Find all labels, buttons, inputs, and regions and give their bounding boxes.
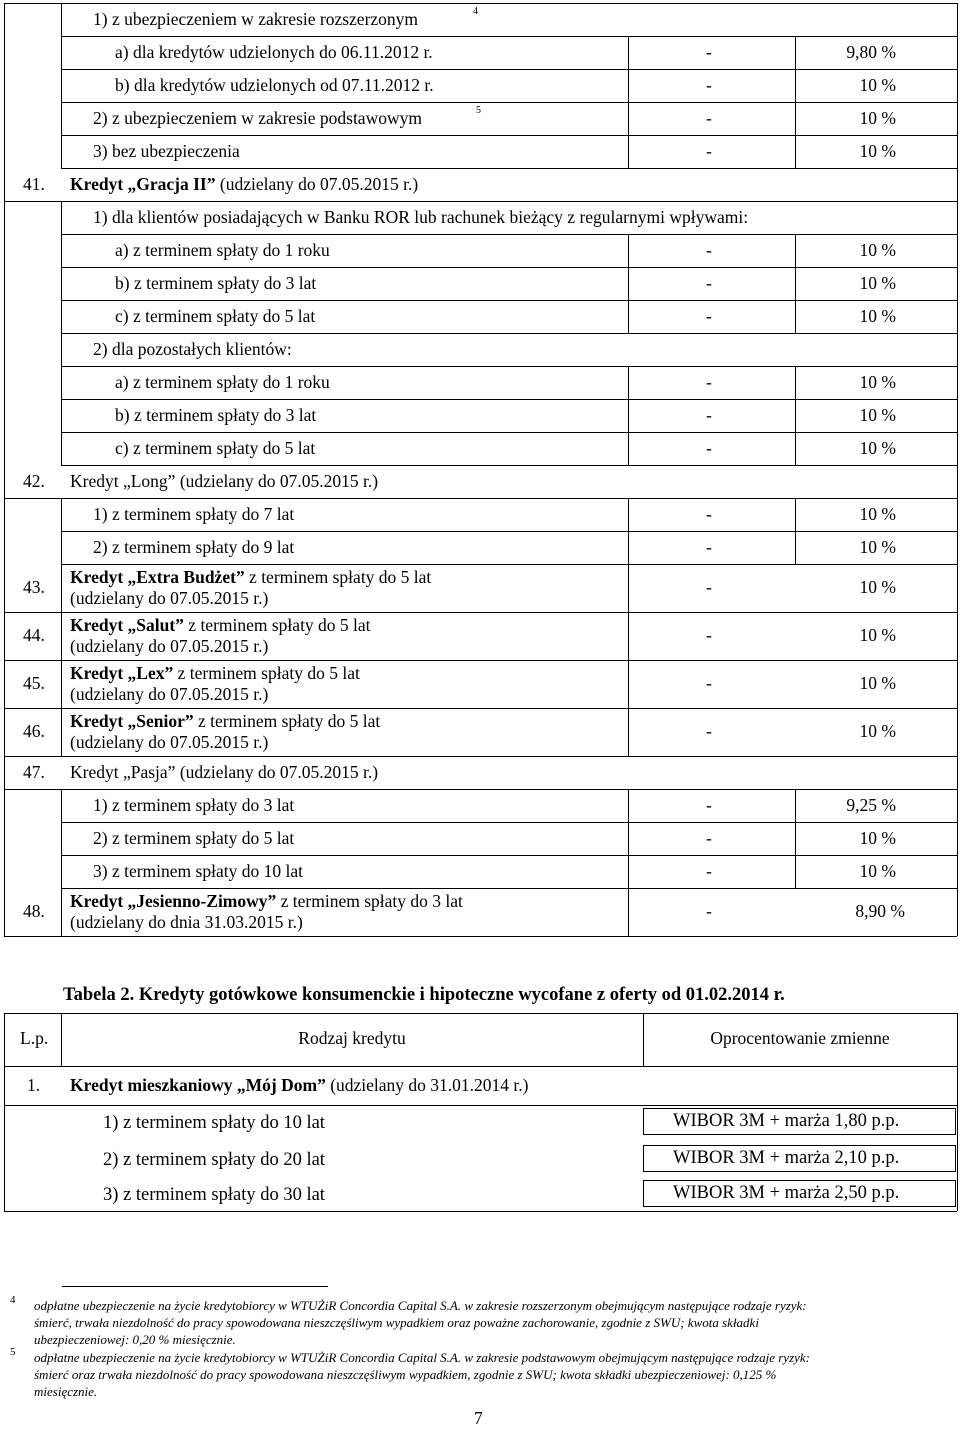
dash: - — [706, 305, 712, 326]
rule — [628, 234, 629, 267]
rule — [61, 3, 62, 36]
rule — [61, 888, 957, 889]
loan-validity: (udzielany do 07.05.2015 r.) — [70, 636, 269, 656]
rule — [61, 36, 62, 69]
page-number: 7 — [474, 1408, 483, 1428]
rule — [795, 366, 796, 399]
header-rate: Oprocentowanie zmienne — [710, 1028, 890, 1048]
rule — [628, 300, 629, 333]
rule — [61, 660, 62, 708]
row-label: b) z terminem spłaty do 3 lat — [115, 272, 317, 293]
rule — [61, 432, 62, 465]
loan-name: Kredyt „Jesienno-Zimowy” — [70, 891, 277, 911]
rule — [61, 888, 62, 936]
rule — [628, 789, 629, 822]
rule — [61, 366, 62, 399]
loan-name: Kredyt „Extra Budżet” — [70, 567, 245, 587]
rule — [61, 564, 62, 612]
rate-value: 8,90 % — [855, 901, 905, 921]
row-label: 3) z terminem spłaty do 10 lat — [93, 860, 303, 881]
rate-value: 10 % — [859, 74, 896, 95]
loan-detail: (udzielany do 31.01.2014 r.) — [325, 1075, 529, 1095]
footnote-text: śmierć oraz trwała niezdolność do pracy spowodowana nieszczęśliwym wypadkiem, zgodnie z SWU; kwota składki ubezpieczeniowej: 0,125 % — [34, 1367, 777, 1382]
loan-validity: (udzielany do 07.05.2015 r.) — [70, 588, 269, 608]
footnote-number: 5 — [10, 1346, 16, 1358]
row-number: 48. — [23, 901, 45, 921]
row-number: 45. — [23, 673, 45, 693]
loan-detail: z terminem spłaty do 5 lat — [193, 711, 381, 731]
rule — [628, 267, 629, 300]
rate-value: 10 % — [859, 437, 896, 458]
rate-value: WIBOR 3M + marża 2,10 p.p. — [673, 1148, 900, 1168]
loan-name: Kredyt „Lex” — [70, 663, 174, 683]
rate-value: 10 % — [859, 107, 896, 128]
rule — [628, 432, 629, 465]
rule — [4, 201, 957, 202]
rate-value: 10 % — [859, 503, 896, 524]
dash: - — [706, 239, 712, 260]
rate-value: 10 % — [859, 721, 896, 741]
rule — [61, 300, 957, 301]
dash: - — [706, 577, 712, 597]
rule — [795, 102, 796, 135]
rule — [61, 498, 62, 531]
rule — [628, 564, 629, 612]
footnote-text: miesięcznie. — [34, 1384, 98, 1399]
row-label: 1) z terminem spłaty do 3 lat — [93, 794, 295, 815]
rule — [61, 168, 957, 169]
row-label: 1) dla klientów posiadających w Banku ROR lub rachunek bieżący z regularnymi wpływami: — [93, 206, 749, 227]
dash: - — [706, 794, 712, 815]
rule — [61, 36, 957, 37]
loan-validity: (udzielany do dnia 31.03.2015 r.) — [70, 912, 303, 932]
rule — [628, 855, 629, 888]
rule — [4, 708, 957, 709]
rule — [4, 789, 957, 790]
rate-value: 10 % — [859, 536, 896, 557]
dash: - — [706, 140, 712, 161]
loan-validity: (udzielany do 07.05.2015 r.) — [70, 684, 269, 704]
rule — [628, 612, 629, 660]
row-label: 2) dla pozostałych klientów: — [93, 338, 292, 359]
rule — [628, 888, 629, 936]
rate-value: 10 % — [859, 239, 896, 260]
rate-value: 10 % — [859, 860, 896, 881]
row-label: c) z terminem spłaty do 5 lat — [115, 305, 316, 326]
loan-name: Kredyt „Salut” — [70, 615, 184, 635]
rule — [61, 822, 957, 823]
term-label: 2) z terminem spłaty do 20 lat — [103, 1150, 325, 1170]
rule — [957, 3, 958, 936]
rule — [61, 564, 957, 565]
row-label: a) dla kredytów udzielonych do 06.11.2012 r. — [115, 41, 433, 62]
rule — [4, 936, 957, 937]
rule — [4, 1013, 957, 1014]
dash: - — [706, 74, 712, 95]
rule — [4, 1105, 957, 1106]
rule — [4, 612, 957, 613]
dash: - — [706, 901, 712, 921]
dash: - — [706, 503, 712, 524]
rule — [61, 822, 62, 855]
row-number: 46. — [23, 721, 45, 741]
rule — [795, 822, 796, 855]
rule — [61, 708, 62, 756]
rule — [61, 300, 62, 333]
loan-validity: (udzielany do 07.05.2015 r.) — [70, 732, 269, 752]
row-label: a) z terminem spłaty do 1 roku — [115, 371, 330, 392]
rule — [61, 399, 957, 400]
rule — [795, 234, 796, 267]
rule — [795, 36, 796, 69]
rule — [61, 267, 957, 268]
rate-value: 10 % — [859, 272, 896, 293]
row-label: 2) z terminem spłaty do 5 lat — [93, 827, 295, 848]
term-label: 3) z terminem spłaty do 30 lat — [103, 1185, 325, 1205]
rule — [4, 3, 5, 936]
rule — [61, 69, 957, 70]
footnote-ref: 4 — [473, 5, 478, 17]
rule — [61, 432, 957, 433]
rule — [61, 234, 957, 235]
rule — [628, 531, 629, 564]
row-number: 41. — [23, 173, 45, 194]
rule — [795, 267, 796, 300]
row-label: 2) z terminem spłaty do 9 lat — [93, 536, 295, 557]
rule — [795, 399, 796, 432]
dash: - — [706, 625, 712, 645]
rule — [795, 135, 796, 168]
loan-detail: Kredyt „Long” (udzielany do 07.05.2015 r.) — [70, 470, 379, 491]
rule — [795, 498, 796, 531]
row-number: 1. — [27, 1075, 41, 1095]
rule — [61, 399, 62, 432]
rule — [628, 36, 629, 69]
dash: - — [706, 673, 712, 693]
rate-value: 10 % — [859, 827, 896, 848]
rule — [61, 201, 62, 234]
rule — [61, 333, 62, 366]
row-number: 47. — [23, 761, 45, 782]
rule — [61, 102, 62, 135]
loan-detail: z terminem spłaty do 5 lat — [183, 615, 371, 635]
row-label: 2) z ubezpieczeniem w zakresie podstawowym — [93, 107, 422, 128]
rate-value: 10 % — [859, 404, 896, 425]
header-type: Rodzaj kredytu — [298, 1028, 406, 1048]
rate-value: WIBOR 3M + marża 1,80 p.p. — [673, 1111, 900, 1131]
rule — [61, 531, 957, 532]
rule — [61, 465, 957, 466]
rule — [61, 234, 62, 267]
rule — [628, 708, 629, 756]
rule — [628, 660, 629, 708]
rule — [61, 855, 62, 888]
rule — [795, 432, 796, 465]
loan-name: Kredyt „Senior” — [70, 711, 194, 731]
rate-value: 10 % — [859, 140, 896, 161]
rate-value: WIBOR 3M + marża 2,50 p.p. — [673, 1183, 900, 1203]
row-label: b) z terminem spłaty do 3 lat — [115, 404, 317, 425]
rule — [4, 660, 957, 661]
rate-value: 10 % — [859, 577, 896, 597]
rule — [795, 855, 796, 888]
rule — [628, 366, 629, 399]
footnote-number: 4 — [10, 1294, 16, 1306]
rule — [795, 789, 796, 822]
loan-header — [70, 615, 371, 635]
rule — [61, 267, 62, 300]
rule — [61, 531, 62, 564]
rule — [628, 399, 629, 432]
rate-value: 9,80 % — [846, 41, 896, 62]
dash: - — [706, 272, 712, 293]
row-number: 44. — [23, 625, 45, 645]
row-label: a) z terminem spłaty do 1 roku — [115, 239, 330, 260]
rule — [61, 333, 957, 334]
rule — [4, 498, 957, 499]
row-label: c) z terminem spłaty do 5 lat — [115, 437, 316, 458]
loan-detail: z terminem spłaty do 3 lat — [276, 891, 463, 911]
rule — [61, 366, 957, 367]
rule — [957, 1013, 958, 1211]
loan-header — [70, 471, 378, 492]
rule — [795, 531, 796, 564]
dash: - — [706, 860, 712, 881]
rule — [4, 756, 957, 757]
rule — [628, 102, 629, 135]
loan-detail: Kredyt „Pasja” (udzielany do 07.05.2015 r.) — [70, 761, 379, 782]
row-label: b) dla kredytów udzielonych od 07.11.2012 r. — [115, 74, 434, 95]
dash: - — [706, 827, 712, 848]
dash: - — [706, 721, 712, 741]
rule — [4, 3, 957, 4]
loan-name: Kredyt „Gracja II” — [70, 173, 216, 194]
row-label: 3) bez ubezpieczenia — [93, 140, 240, 161]
loan-header — [70, 567, 431, 587]
rule — [61, 69, 62, 102]
rule — [643, 1013, 644, 1066]
dash: - — [706, 107, 712, 128]
rule — [61, 1013, 62, 1066]
rule — [61, 789, 62, 822]
footnote-text: śmierć, trwała niezdolność do pracy spowodowana nieszczęśliwym wypadkiem oraz poważne zachorowanie, zgodnie z SWU; kwota składki — [34, 1315, 759, 1330]
footnote-text: odpłatne ubezpieczenie na życie kredytobiorcy w WTUŻiR Concordia Capital S.A. w zakresie rozszerzonym obejmującym następujące rodzaje ryzyk: — [34, 1298, 807, 1313]
rate-value: 9,25 % — [846, 794, 896, 815]
footnote-ref: 5 — [476, 104, 481, 116]
dash: - — [706, 437, 712, 458]
rule — [628, 498, 629, 531]
rule — [4, 1066, 957, 1067]
row-label: 1) z ubezpieczeniem w zakresie rozszerzonym — [93, 8, 419, 29]
term-label: 1) z terminem spłaty do 10 lat — [103, 1113, 325, 1133]
rule — [795, 300, 796, 333]
row-number: 43. — [23, 577, 45, 597]
rule — [628, 135, 629, 168]
footnote-text: odpłatne ubezpieczenie na życie kredytobiorcy w WTUŻiR Concordia Capital S.A. w zakresie podstawowym obejmującym następujące rodzaje ryzyk: — [34, 1350, 811, 1365]
loan-detail: (udzielany do 07.05.2015 r.) — [215, 173, 419, 194]
header-lp: L.p. — [20, 1028, 49, 1048]
loan-header — [70, 174, 418, 195]
rate-value: 10 % — [859, 305, 896, 326]
loan-name: Kredyt mieszkaniowy „Mój Dom” — [70, 1075, 326, 1095]
rule — [61, 135, 62, 168]
rule — [4, 1211, 957, 1212]
loan-header — [70, 762, 378, 783]
dash: - — [706, 371, 712, 392]
row-label: 1) z terminem spłaty do 7 lat — [93, 503, 295, 524]
dash: - — [706, 404, 712, 425]
rule — [62, 1286, 328, 1287]
rule — [795, 69, 796, 102]
rate-value: 10 % — [859, 625, 896, 645]
dash: - — [706, 536, 712, 557]
loan-header — [70, 663, 360, 683]
rule — [628, 822, 629, 855]
rule — [4, 1013, 5, 1211]
loan-header — [70, 1075, 529, 1096]
row-number: 42. — [23, 470, 45, 491]
rule — [61, 855, 957, 856]
loan-header — [70, 711, 380, 731]
table-caption: Tabela 2. Kredyty gotówkowe konsumenckie i hipoteczne wycofane z oferty od 01.02.2014 r. — [63, 985, 785, 1005]
rate-value: 10 % — [859, 673, 896, 693]
rate-value: 10 % — [859, 371, 896, 392]
dash: - — [706, 41, 712, 62]
rule — [61, 102, 957, 103]
loan-header — [70, 891, 463, 911]
rule — [628, 69, 629, 102]
footnote-text: ubezpieczeniowej: 0,20 % miesięcznie. — [34, 1332, 236, 1347]
rule — [61, 612, 62, 660]
loan-detail: z terminem spłaty do 5 lat — [244, 567, 432, 587]
loan-detail: z terminem spłaty do 5 lat — [173, 663, 360, 683]
rule — [61, 135, 957, 136]
